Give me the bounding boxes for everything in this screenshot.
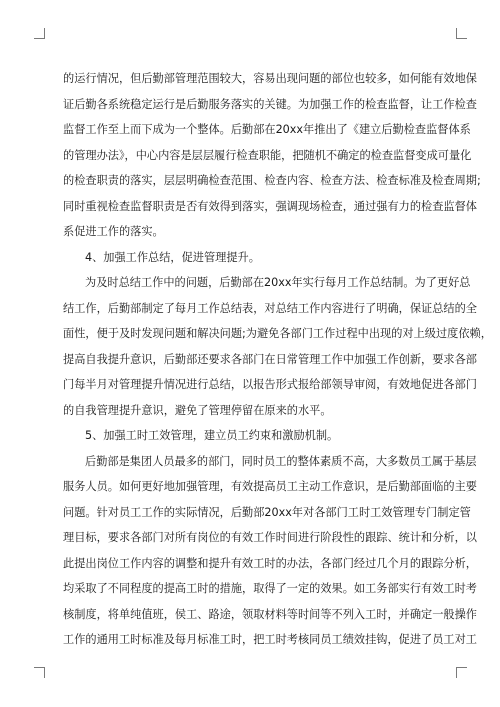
paragraph-line: 工作的通用工时标准及每月标准工时，把工时考核同员工绩效挂钩，促进了员工对工: [63, 633, 477, 646]
crop-mark-bottom-left: [34, 667, 45, 678]
section-heading: 4、加强工作总结，促进管理提升。: [85, 250, 260, 264]
paragraph-line: 的自我管理提升意识，避免了管理停留在原来的水平。: [63, 403, 332, 417]
crop-mark-top-right: [456, 28, 467, 39]
paragraph-line: 提高自我提升意识，后勤部还要求各部门在日常管理工作中加强工作创新，要求各部: [63, 352, 477, 366]
paragraph-line: 核制度，将单纯值班，侯工、路途，领取材料等时间等不列入工时，并确定一般操作: [63, 607, 477, 621]
paragraph-line: 监督工作至上而下成为一个整体。后勤部在20xx年推出了《建立后勤检查监督体系: [63, 123, 471, 136]
paragraph-line: 为及时总结工作中的问题，后勤部在20xx年实行每月工作总结制。为了更好总: [85, 276, 471, 289]
crop-mark-top-left: [34, 28, 45, 39]
paragraph-line: 问题。针对员工工作的实际情况，后勤部20xx年对各部门工时工效管理专门制定管: [63, 505, 471, 519]
paragraph-line: 系促进工作的落实。: [63, 225, 164, 238]
paragraph-line: 此提出岗位工作内容的调整和提升有效工时的办法，各部门经过几个月的跟踪分析，: [63, 556, 477, 570]
paragraph-line: 门每半月对管理提升情况进行总结，以报告形式报给部领导审阅，有效地促进各部门: [63, 378, 477, 391]
paragraph-line: 服务人员。如何更好地加强管理，有效提高员工主动工作意识，是后勤部面临的主要: [63, 480, 477, 493]
paragraph-line: 均采取了不同程度的提高工时的措施，取得了一定的效果。如工务部实行有效工时考: [63, 582, 477, 595]
paragraph-line: 结工作，后勤部制定了每月工作总结表，对总结工作内容进行了明确，保证总结的全: [63, 301, 477, 315]
paragraph-line: 理目标，要求各部门对所有岗位的有效工作时间进行阶段性的跟踪、统计和分析，以: [63, 531, 477, 544]
paragraph-line: 的运行情况，但后勤部管理范围较大，容易出现问题的部位也较多，如何能有效地保: [63, 72, 477, 85]
paragraph-line: 面性，便于及时发现问题和解决问题;为避免各部门工作过程中出现的对上级过度依赖，: [63, 327, 492, 340]
paragraph-line: 的管理办法》，中心内容是层层履行检查职能，把随机不确定的检查监督变成可量化: [63, 148, 472, 162]
section-heading: 5、加强工时工效管理，建立员工约束和激励机制。: [85, 429, 339, 442]
crop-mark-bottom-right: [456, 667, 467, 678]
paragraph-line: 证后勤各系统稳定运行是后勤服务落实的关键。为加强工作的检查监督，让工作检查: [63, 97, 477, 111]
paragraph-line: 后勤部是集团人员最多的部门，同时员工的整体素质不高，大多数员工属于基层: [85, 454, 477, 468]
paragraph-line: 同时重视检查监督职责是否有效得到落实，强调现场检查，通过强有力的检查监督体: [63, 199, 477, 213]
paragraph-line: 的检查职责的落实，层层明确检查范围、检查内容、检查方法、检查标准及检查周期;: [63, 174, 481, 187]
document-body: [63, 66, 492, 653]
